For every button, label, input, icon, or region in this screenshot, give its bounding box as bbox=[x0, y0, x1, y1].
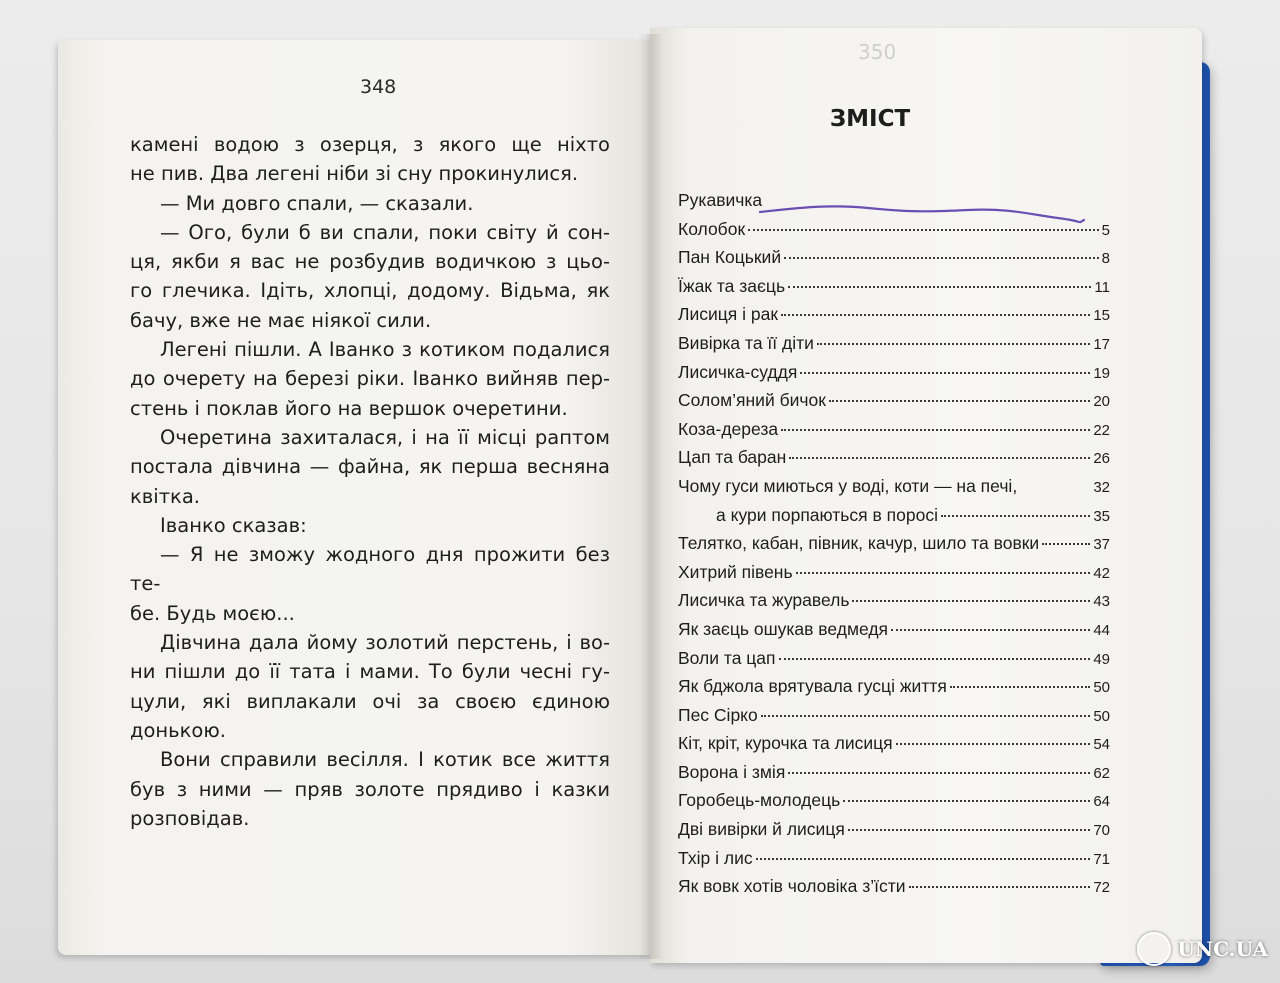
toc-entry bbox=[678, 304, 1110, 333]
toc-entry bbox=[678, 247, 1110, 276]
toc-entry-title: Дві вивірки й лисиця bbox=[678, 819, 845, 840]
toc-leader-dots bbox=[789, 457, 1090, 459]
story-line: донькою. bbox=[130, 718, 226, 742]
toc-entry-title: Як вовк хотів чоловіка з’їсти bbox=[678, 876, 906, 897]
story-line: був з ними — пряв золоте прядиво і казки bbox=[130, 777, 610, 801]
toc-entry-title: Лисиця і рак bbox=[678, 304, 779, 325]
toc-entry-title: Горобець-молодець bbox=[678, 790, 841, 811]
toc-entry bbox=[678, 876, 1110, 905]
toc-entry-page: 20 bbox=[1093, 393, 1110, 411]
toc-entry bbox=[678, 276, 1110, 305]
toc-leader-dots bbox=[1042, 543, 1090, 545]
toc-entry-page: 50 bbox=[1093, 679, 1110, 697]
book-gutter bbox=[638, 34, 664, 959]
toc-entry-page: 26 bbox=[1093, 450, 1110, 468]
story-line: Іванко сказав: bbox=[160, 513, 307, 537]
story-line: стень і поклав його на вершок очеретини. bbox=[130, 396, 568, 420]
toc-leader-dots bbox=[950, 686, 1090, 688]
story-line: бе. Будь моєю... bbox=[130, 601, 295, 625]
watermark bbox=[1137, 932, 1268, 966]
toc-entry bbox=[678, 590, 1110, 619]
toc-entry bbox=[678, 648, 1110, 677]
toc-entry bbox=[678, 762, 1110, 791]
story-line: Дівчина дала йому золотий перстень, і во- bbox=[160, 631, 610, 655]
toc-entry-page: 35 bbox=[1093, 507, 1110, 525]
story-line: — Ми довго спали, — сказали. bbox=[160, 191, 474, 215]
toc-entry-title: Чому гуси миються у воді, коти — на печі, bbox=[678, 475, 1018, 496]
toc-entry bbox=[678, 619, 1110, 648]
toc-leader-dots bbox=[781, 314, 1090, 316]
toc-entry-page: 43 bbox=[1093, 593, 1110, 611]
toc-entry-title: Телятко, кабан, півник, качур, шило та вовки bbox=[678, 533, 1040, 554]
story-line: Очеретина захиталася, і на її місці раптом bbox=[160, 425, 610, 449]
toc-entry-page: 72 bbox=[1093, 879, 1110, 897]
toc-entry-title: Рукавичка bbox=[678, 190, 763, 210]
toc-entry-title: Пес Сірко bbox=[678, 704, 758, 725]
toc-entry bbox=[678, 447, 1110, 476]
toc-leader-dots bbox=[896, 743, 1091, 745]
toc-entry-page: 19 bbox=[1093, 364, 1110, 382]
toc-entry-page: 44 bbox=[1093, 621, 1110, 639]
toc-entry-title: Лисичка та журавель bbox=[678, 590, 850, 611]
toc-entry-page: 32 bbox=[1093, 478, 1110, 496]
toc-entry-title: Коза-дереза bbox=[678, 418, 779, 439]
toc-entry-title: а кури порпаються в поросі bbox=[716, 504, 938, 525]
toc-entry-title: Колобок bbox=[678, 218, 746, 239]
toc-entry-page: 50 bbox=[1093, 707, 1110, 725]
toc-entry bbox=[678, 333, 1110, 362]
toc-leader-dots bbox=[852, 600, 1090, 602]
toc-leader-dots bbox=[779, 658, 1091, 660]
story-line: не пив. Два легені ніби зі сну прокинулися. bbox=[130, 162, 579, 186]
story-line: Легені пішли. А Іванко з котиком подалися bbox=[160, 338, 610, 362]
toc-entry-title: Кіт, кріт, курочка та лисиця bbox=[678, 733, 893, 754]
toc-entry-title: Їжак та заєць bbox=[678, 275, 786, 296]
toc-leader-dots bbox=[843, 800, 1090, 802]
toc-entry-page: 17 bbox=[1093, 335, 1110, 353]
toc-entry bbox=[678, 733, 1110, 762]
toc-leader-dots bbox=[748, 229, 1099, 231]
toc-leader-dots bbox=[796, 572, 1091, 574]
toc-leader-dots bbox=[781, 429, 1090, 431]
toc-entry-title: Лисичка-суддя bbox=[678, 361, 798, 382]
toc-entry-page: 64 bbox=[1093, 793, 1110, 811]
toc-leader-dots bbox=[909, 886, 1091, 888]
toc-entry-title: Вивірка та її діти bbox=[678, 332, 814, 353]
story-text bbox=[130, 130, 610, 833]
coin-icon bbox=[1137, 932, 1171, 966]
toc-entry-page: 22 bbox=[1093, 421, 1110, 439]
toc-leader-dots bbox=[756, 858, 1091, 860]
toc-entry bbox=[678, 362, 1110, 391]
toc-entry-title: Тхір і лис bbox=[678, 847, 753, 868]
toc-entry bbox=[678, 819, 1110, 848]
toc-entry bbox=[678, 790, 1110, 819]
story-line: ни пішли до її тата і мами. То були чесні гу- bbox=[130, 660, 610, 684]
toc-leader-dots bbox=[788, 772, 1090, 774]
toc-entry-page: 71 bbox=[1093, 850, 1110, 868]
toc-entry bbox=[678, 533, 1110, 562]
pen-scribble bbox=[758, 198, 1088, 228]
toc-leader-dots bbox=[788, 286, 1091, 288]
toc-entry bbox=[678, 505, 1110, 534]
toc-entry-title: Як бджола врятувала гусці життя bbox=[678, 676, 947, 697]
toc-entry-title: Цап та баран bbox=[678, 447, 787, 468]
toc-leader-dots bbox=[817, 343, 1090, 345]
story-line: го глечика. Ідіть, хлопці, додому. Відьма, як bbox=[130, 279, 610, 303]
toc-entry-page: 11 bbox=[1094, 278, 1110, 296]
story-line: ця, якби я вас не розбудив водичкою з цьо- bbox=[130, 250, 610, 274]
toc-title: ЗМІСТ bbox=[829, 106, 911, 132]
page-number: 348 bbox=[360, 76, 397, 98]
toc-entry-title: Воли та цап bbox=[678, 647, 776, 668]
toc-entry-page: 54 bbox=[1093, 736, 1110, 754]
story-line: до очерету на березі ріки. Іванко вийняв пер- bbox=[130, 367, 610, 391]
story-line: постала дівчина — файна, як перша весняна bbox=[130, 455, 610, 479]
toc-entry-page: 37 bbox=[1093, 536, 1110, 554]
toc-entry-title: Пан Коцький bbox=[678, 247, 782, 268]
story-line: бачу, вже не має ніякої сили. bbox=[130, 308, 432, 332]
toc-entry bbox=[678, 705, 1110, 734]
story-line: — Ого, були б ви спали, поки світу й сон- bbox=[160, 220, 610, 244]
toc-entry-page: 42 bbox=[1093, 564, 1110, 582]
toc-leader-dots bbox=[784, 257, 1099, 259]
story-line: розповідав. bbox=[130, 806, 250, 830]
toc-entry-page: 8 bbox=[1101, 250, 1110, 268]
story-line: квітка. bbox=[130, 484, 200, 508]
toc-leader-dots bbox=[761, 715, 1091, 717]
toc-entry-page: 70 bbox=[1093, 822, 1110, 840]
toc-entry-title: Як заєць ошукав ведмедя bbox=[678, 618, 889, 639]
toc-entry-page: 49 bbox=[1093, 650, 1110, 668]
toc-entry bbox=[678, 562, 1110, 591]
toc-entry bbox=[678, 390, 1110, 419]
toc-entry bbox=[678, 419, 1110, 448]
toc-entry bbox=[678, 676, 1110, 705]
toc-leader-dots bbox=[829, 400, 1090, 402]
toc-entry-title: Ворона і змія bbox=[678, 761, 786, 782]
story-line: Вони справили весілля. І котик все життя bbox=[160, 748, 610, 772]
toc-entry-title: Солом’яний бичок bbox=[678, 390, 826, 411]
toc-entry-page: 5 bbox=[1101, 221, 1110, 239]
watermark-text: UNC.UA bbox=[1177, 937, 1268, 961]
toc-entry-page: 15 bbox=[1093, 307, 1110, 325]
show-through-page-number: 350 bbox=[858, 40, 897, 64]
story-line: цули, які виплакали очі за своєю єдиною bbox=[130, 689, 610, 713]
toc-leader-dots bbox=[891, 629, 1090, 631]
toc-leader-dots bbox=[941, 515, 1090, 517]
toc-entry-page: 62 bbox=[1093, 764, 1110, 782]
toc-leader-dots bbox=[800, 372, 1090, 374]
table-of-contents bbox=[678, 190, 1110, 905]
toc-entry bbox=[678, 848, 1110, 877]
toc-entry bbox=[678, 476, 1110, 505]
toc-leader-dots bbox=[848, 829, 1090, 831]
story-line: — Я не зможу жодного дня прожити без те- bbox=[130, 543, 610, 596]
toc-entry-title: Хитрий півень bbox=[678, 561, 793, 582]
story-line: камені водою з озерця, з якого ще ніхто bbox=[130, 133, 610, 156]
